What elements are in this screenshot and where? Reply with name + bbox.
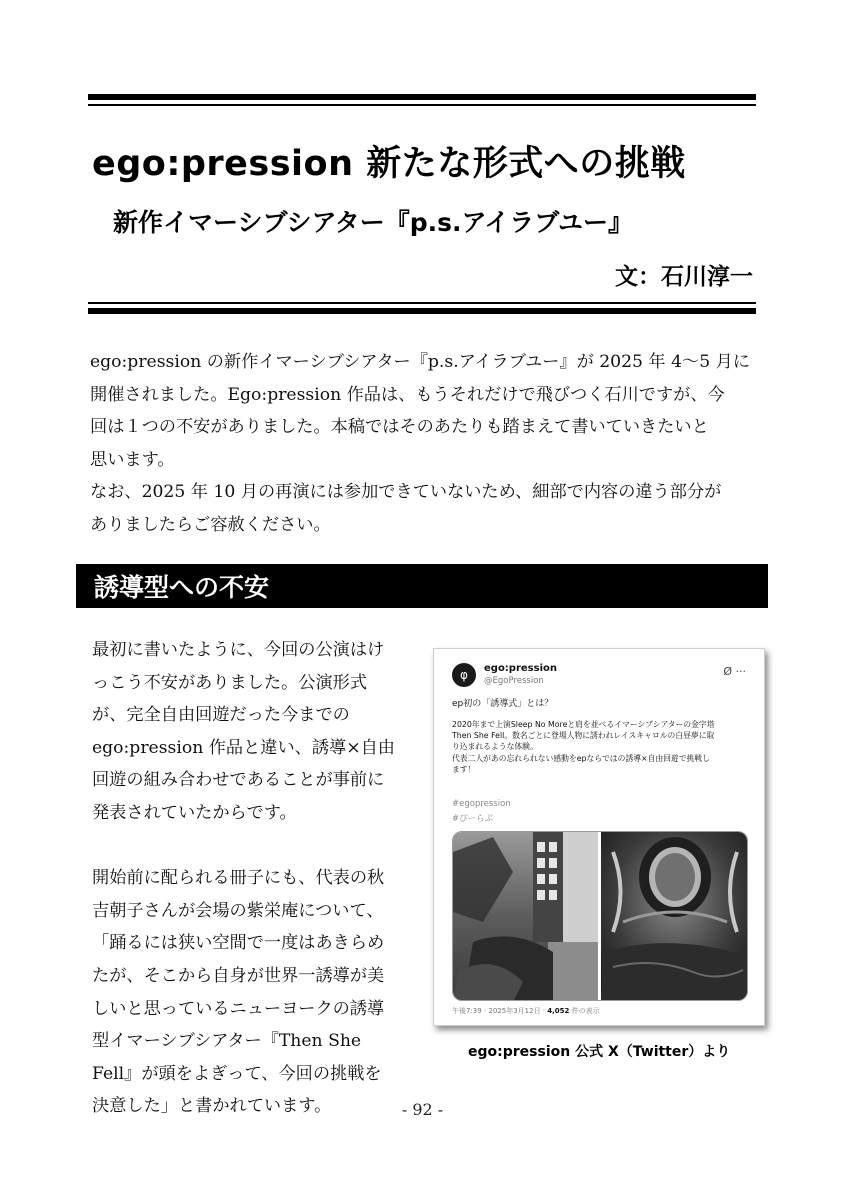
tweet-meta	[452, 1006, 600, 1016]
page-number: - 92 -	[401, 1100, 444, 1119]
body-line: 回遊の組み合わせであることが事前に	[92, 770, 385, 791]
tweet-body-line: ます！	[452, 764, 476, 774]
body-line: しいと思っているニューヨークの誘導	[92, 998, 385, 1019]
tweet-body-line: Then She Fell。数名ごとに登場人物に誘われレイスキャロルの白昼夢に取	[452, 731, 715, 741]
intro-paragraph	[90, 346, 758, 541]
tweet-screenshot	[433, 648, 765, 1026]
tweet-headline: ep初の「誘導式」とは？	[452, 699, 554, 709]
article-author: 文：石川淳一	[615, 264, 753, 290]
tweet-avatar: φ	[452, 663, 476, 687]
section-heading: 誘導型への不安	[94, 573, 270, 602]
tweet-author-name: ego:pression	[484, 663, 558, 674]
intro-line: 思います。	[90, 449, 175, 470]
tweet-timestamp: 午後7:39 · 2025年3月12日 ·	[452, 1007, 548, 1015]
photo-carving	[601, 832, 748, 1001]
tweet-hashtag: #ぴーらぶ	[452, 814, 494, 824]
body-line: 発表されていたからです。	[92, 802, 297, 823]
body-line: っこう不安がありました。公演形式	[92, 672, 368, 693]
paragraph-gap	[92, 830, 402, 863]
tweet-hashtag: #egopression	[452, 799, 511, 809]
photo-building	[453, 832, 598, 1001]
body-line: 決意した」と書かれています。	[92, 1096, 332, 1117]
section-body	[92, 634, 402, 1123]
tweet-photos	[452, 831, 748, 1001]
title-rule-top	[88, 94, 756, 110]
body-line: 型イマーシブシアター『Then She	[92, 1031, 362, 1052]
body-line: 最初に書いたように、今回の公演はけ	[92, 640, 385, 660]
intro-line: 回は１つの不安がありました。本稿ではそのあたりも踏まえて書いていきたいと	[90, 417, 709, 437]
body-line: Fell』が頭をよぎって、今回の挑戦を	[92, 1063, 382, 1084]
figure-caption: ego:pression 公式 X（Twitter）より	[468, 1044, 731, 1060]
tweet-view-count: 4,052	[547, 1007, 570, 1015]
body-line: 吉朝子さんが会場の紫栄庵について、	[92, 900, 384, 921]
tweet-body-line: 代表二人があの忘れられない感動をepならではの誘導×自由回遊で挑戦し	[452, 753, 710, 763]
intro-line: 開催されました。Ego:pression 作品は、もうそれだけで飛びつく石川ですが、今	[90, 384, 725, 405]
body-line: たが、そこから自身が世界一誘導が美	[92, 965, 385, 986]
intro-line: ありましたらご容赦ください。	[90, 514, 331, 535]
tweet-author-handle: @EgoPression	[484, 676, 544, 686]
article-subtitle: 新作イマーシブシアター『p.s.アイラブユー』	[113, 208, 634, 237]
tweet-body	[452, 719, 752, 775]
tweet-photo-collage	[453, 832, 748, 1001]
tweet-body-line: 2020年まで上演Sleep No Moreと肩を並べるイマーシブシアターの金字塔	[452, 720, 715, 729]
tweet-body-line: り込まれるような体験。	[452, 742, 538, 752]
intro-line: ego:pression の新作イマーシブシアター『p.s.アイラブユー』が 2025 年 4〜5 月に	[90, 352, 750, 372]
article-title: ego:pression 新たな形式への挑戦	[92, 144, 686, 184]
tweet-more-icon: Ø ···	[723, 665, 746, 678]
body-line: 開始前に配られる冊子にも、代表の秋	[92, 868, 385, 889]
body-line: ego:pression 作品と違い、誘導×自由	[92, 737, 395, 758]
section-heading-bar	[76, 564, 768, 608]
title-rule-bottom	[88, 302, 756, 318]
body-line: 「踊るには狭い空間で一度はあきらめ	[92, 933, 385, 954]
tweet-views-label: 件の表示	[569, 1007, 600, 1015]
intro-line: なお、2025 年 10 月の再演には参加できていないため、細部で内容の違う部分が	[90, 482, 722, 502]
body-line: が、完全自由回遊だった今までの	[92, 705, 350, 726]
